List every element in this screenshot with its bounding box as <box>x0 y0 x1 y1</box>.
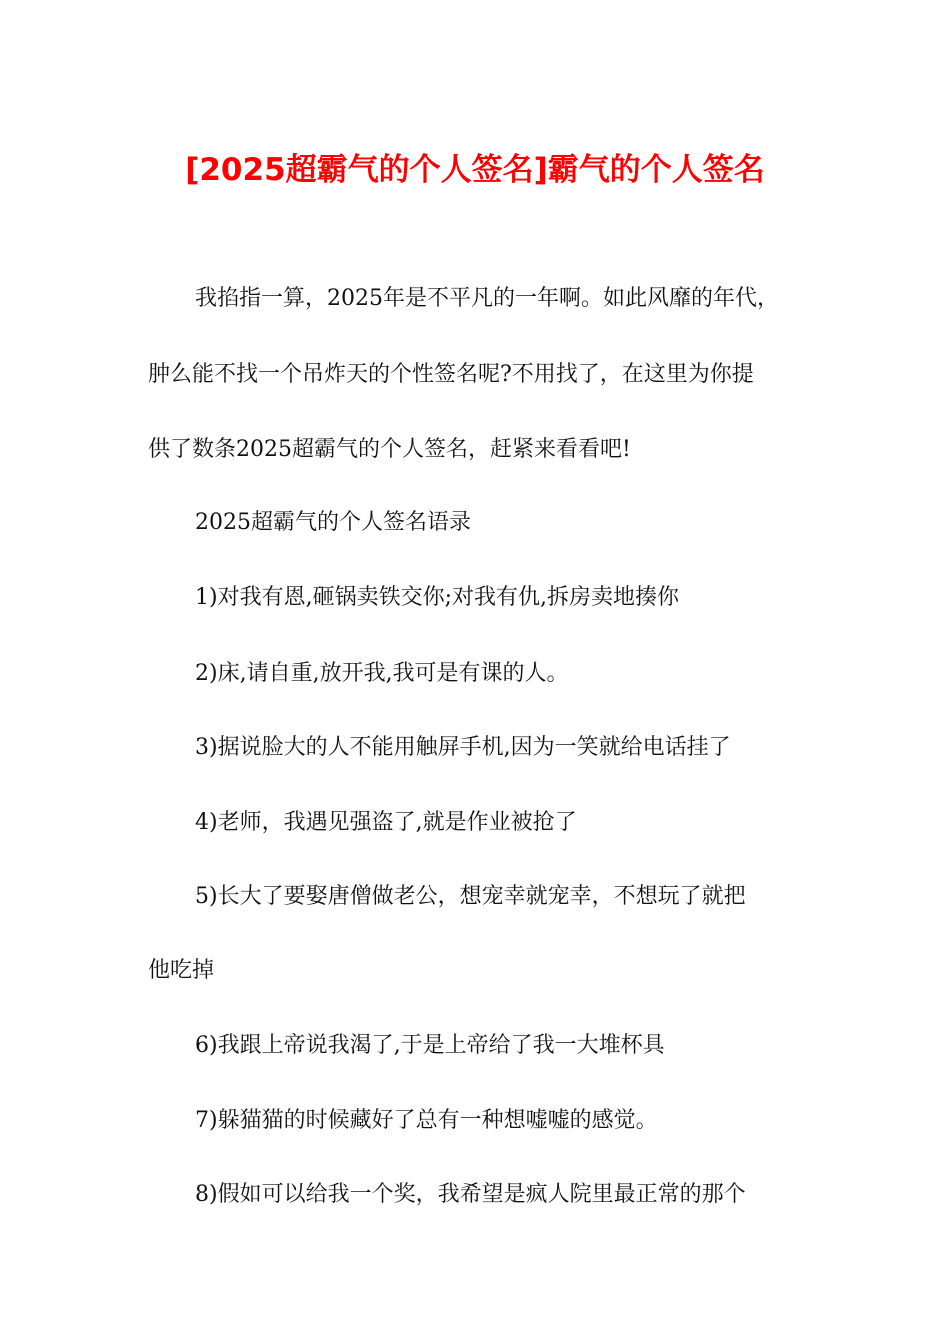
intro-line: 供了数条2025超霸气的个人签名，赶紧来看看吧! <box>148 437 631 462</box>
intro-line: 肿么能不找一个吊炸天的个性签名呢?不用找了，在这里为你提 <box>148 362 754 387</box>
document-body <box>148 0 808 1344</box>
list-item: 4)老师，我遇见强盗了,就是作业被抢了 <box>195 810 577 835</box>
intro-line: 我掐指一算，2025年是不平凡的一年啊。如此风靡的年代， <box>195 286 779 311</box>
list-item: 7)躲猫猫的时候藏好了总有一种想嘘嘘的感觉。 <box>195 1108 658 1133</box>
list-item: 5)长大了要娶唐僧做老公，想宠幸就宠幸，不想玩了就把 <box>195 884 746 909</box>
list-item: 3)据说脸大的人不能用触屏手机,因为一笑就给电话挂了 <box>195 735 731 760</box>
section-heading: 2025超霸气的个人签名语录 <box>195 510 471 535</box>
list-item: 8)假如可以给我一个奖，我希望是疯人院里最正常的那个 <box>195 1182 746 1207</box>
list-item: 1)对我有恩,砸锅卖铁交你;对我有仇,拆房卖地揍你 <box>195 585 679 610</box>
list-item: 2)床,请自重,放开我,我可是有课的人。 <box>195 661 569 686</box>
list-item: 6)我跟上帝说我渴了,于是上帝给了我一大堆杯具 <box>195 1033 665 1058</box>
list-item-continuation: 他吃掉 <box>148 958 215 983</box>
document-title: [2025超霸气的个人签名]霸气的个人签名 <box>185 152 765 188</box>
